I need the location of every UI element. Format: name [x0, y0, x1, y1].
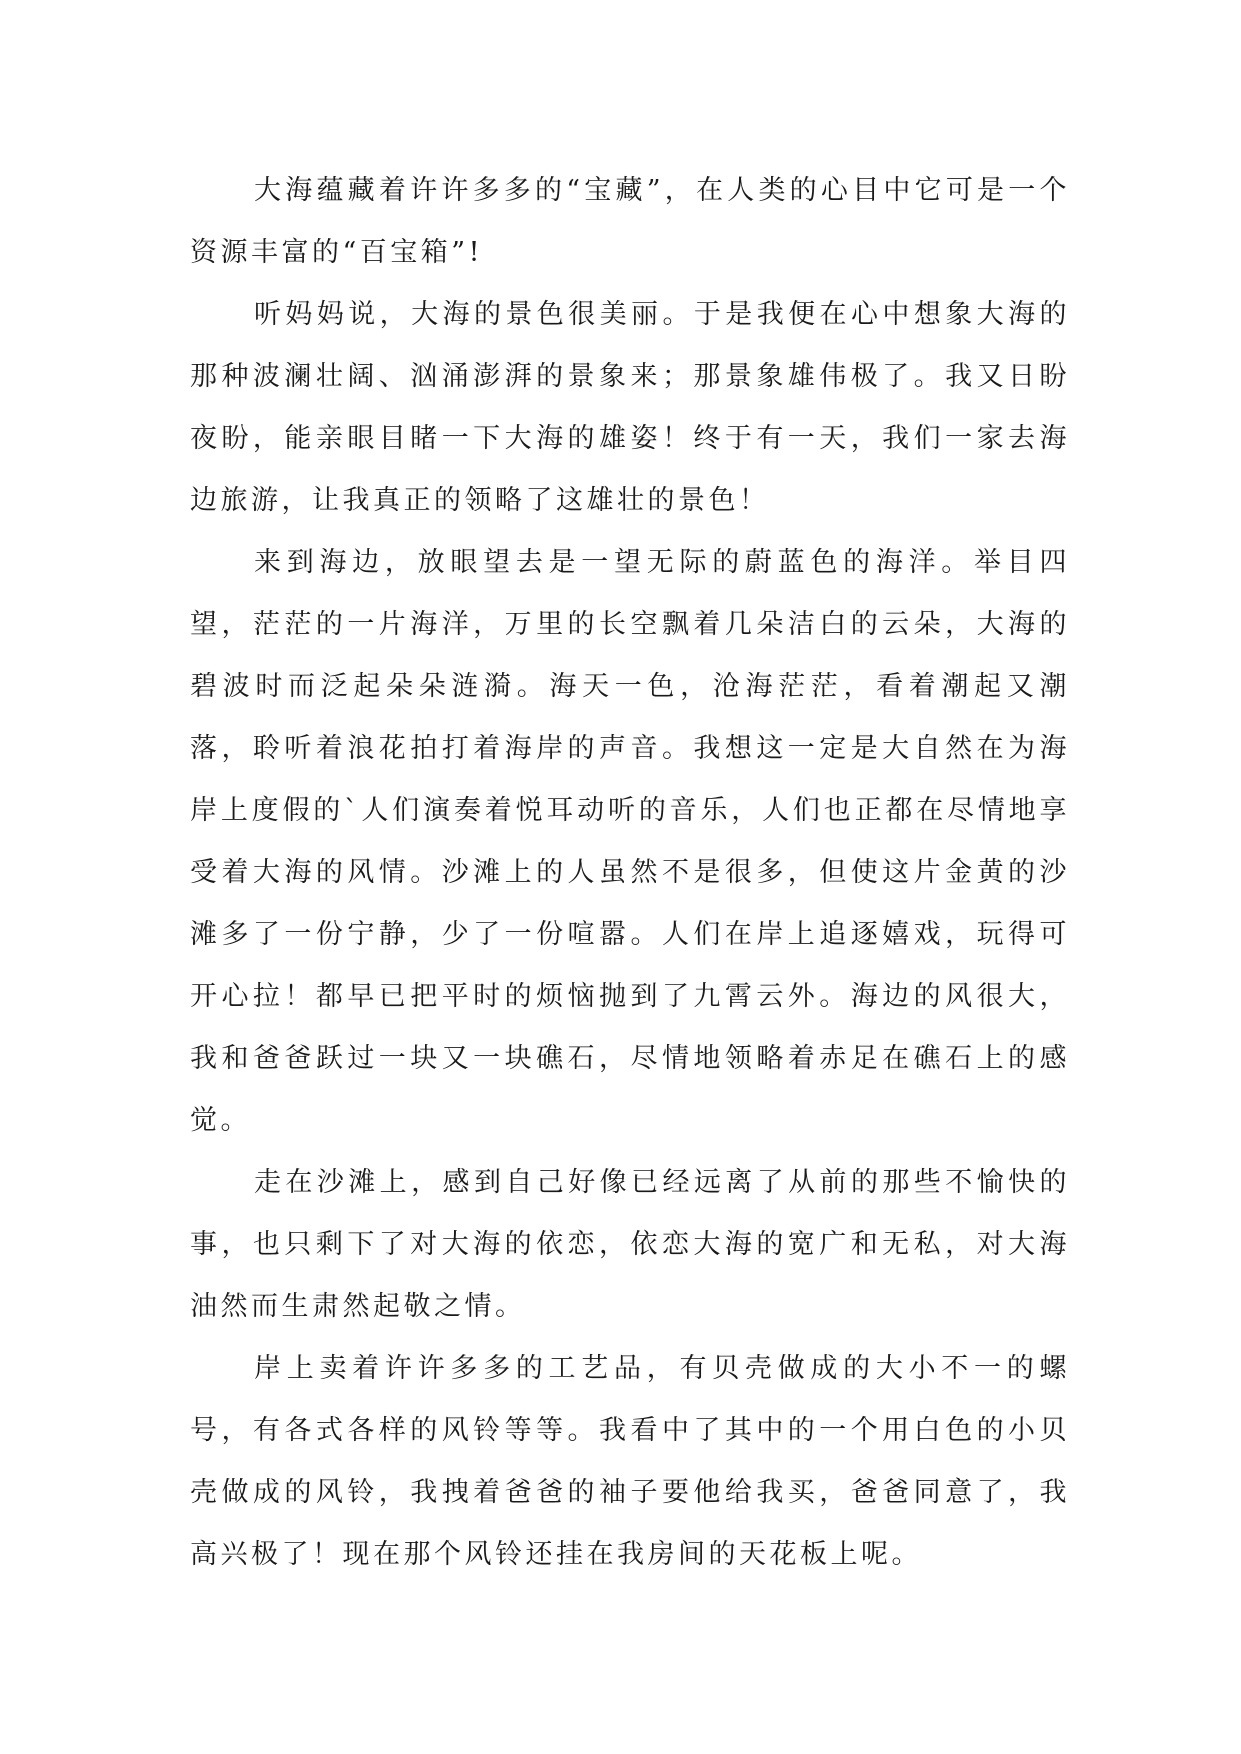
paragraph-1: 大海蕴藏着许许多多的“宝藏”，在人类的心目中它可是一个资源丰富的“百宝箱”!	[190, 175, 1070, 268]
paragraph-5: 岸上卖着许许多多的工艺品，有贝壳做成的大小不一的螺号，有各式各样的风铃等等。我看中了其中的一个用白色的小贝壳做成的风铃，我拽着爸爸的袖子要他给我买，爸爸同意了，我高兴极了！现在那个风铃还挂在我房间的天花板上呢。	[190, 1353, 1070, 1570]
document-body	[190, 160, 1070, 1586]
paragraph-4: 走在沙滩上，感到自己好像已经远离了从前的那些不愉快的事，也只剩下了对大海的依恋，依恋大海的宽广和无私，对大海油然而生肃然起敬之情。	[190, 1167, 1070, 1322]
paragraph-3: 来到海边，放眼望去是一望无际的蔚蓝色的海洋。举目四望，茫茫的一片海洋，万里的长空飘着几朵洁白的云朵，大海的碧波时而泛起朵朵涟漪。海天一色，沧海茫茫，看着潮起又潮落，聆听着浪花拍打着海岸的声音。我想这一定是大自然在为海岸上度假的`人们演奏着悦耳动听的音乐，人们也正都在尽情地享受着大海的风情。沙滩上的人虽然不是很多，但使这片金黄的沙滩多了一份宁静，少了一份喧嚣。人们在岸上追逐嬉戏，玩得可开心拉！都早已把平时的烦恼抛到了九霄云外。海边的风很大，我和爸爸跃过一块又一块礁石，尽情地领略着赤足在礁石上的感觉。	[190, 547, 1070, 1136]
paragraph-2: 听妈妈说，大海的景色很美丽。于是我便在心中想象大海的那种波澜壮阔、汹涌澎湃的景象来；那景象雄伟极了。我又日盼夜盼，能亲眼目睹一下大海的雄姿！终于有一天，我们一家去海边旅游，让我真正的领略了这雄壮的景色！	[190, 299, 1070, 516]
